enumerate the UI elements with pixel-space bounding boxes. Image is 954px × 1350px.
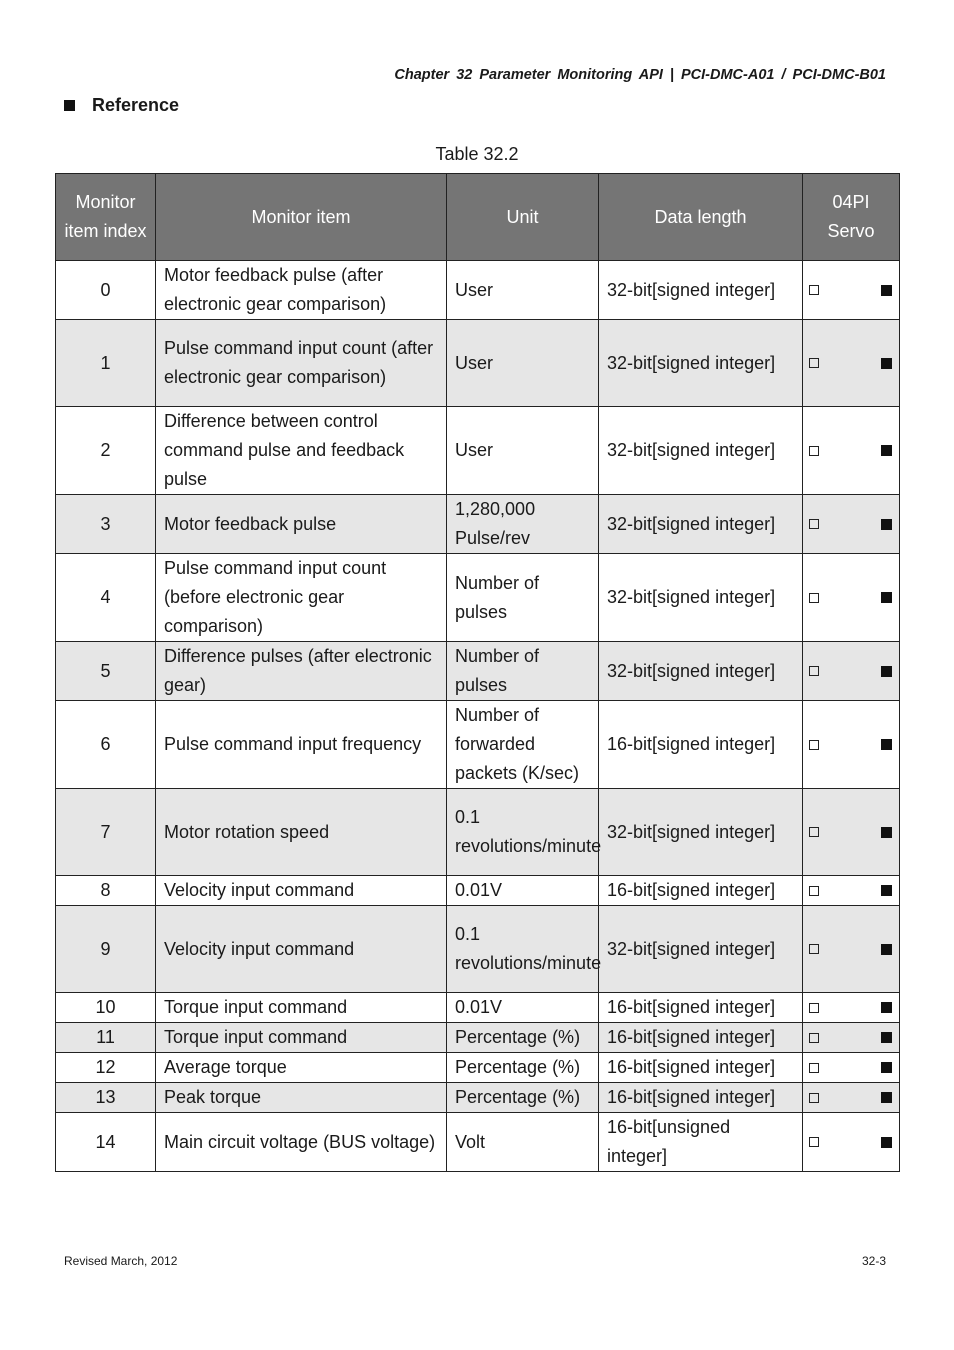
monitor-index-cell: 5 xyxy=(56,642,156,701)
monitor-item-cell: Main circuit voltage (BUS voltage) xyxy=(156,1113,447,1172)
table-row xyxy=(56,1023,900,1053)
table-row xyxy=(56,642,900,701)
table-row xyxy=(56,495,900,554)
empty-checkbox-icon xyxy=(809,827,819,837)
empty-checkbox-icon xyxy=(809,1003,819,1013)
table-row xyxy=(56,1113,900,1172)
monitor-index-cell: 12 xyxy=(56,1053,156,1083)
unit-cell: Percentage (%) xyxy=(447,1023,599,1053)
monitor-item-cell: Peak torque xyxy=(156,1083,447,1113)
unit-cell: 1,280,000 Pulse/rev xyxy=(447,495,599,554)
filled-square-icon xyxy=(881,1062,892,1073)
chapter-header: Chapter 32 Parameter Monitoring API | PCI-DMC-A01 / PCI-DMC-B01 xyxy=(394,67,886,83)
filled-square-icon xyxy=(881,666,892,677)
data-length-cell: 16-bit[signed integer] xyxy=(599,993,803,1023)
monitor-index-cell: 14 xyxy=(56,1113,156,1172)
column-header-length: Data length xyxy=(599,174,803,261)
table-row xyxy=(56,789,900,876)
data-length-cell: 32-bit[signed integer] xyxy=(599,261,803,320)
monitor-item-cell: Difference pulses (after electronic gear) xyxy=(156,642,447,701)
servo-support-cell xyxy=(803,1083,900,1113)
table-row xyxy=(56,701,900,789)
filled-square-icon xyxy=(881,1032,892,1043)
filled-square-icon xyxy=(881,358,892,369)
data-length-cell: 16-bit[signed integer] xyxy=(599,876,803,906)
section-heading xyxy=(64,95,179,116)
servo-support-cell xyxy=(803,1053,900,1083)
column-header-index: Monitor item index xyxy=(56,174,156,261)
monitor-index-cell: 8 xyxy=(56,876,156,906)
table-caption: Table 32.2 xyxy=(435,144,519,164)
table-row xyxy=(56,906,900,993)
table-row xyxy=(56,554,900,642)
servo-support-cell xyxy=(803,789,900,876)
filled-square-icon xyxy=(881,1002,892,1013)
servo-support-cell xyxy=(803,642,900,701)
square-bullet-icon xyxy=(64,100,75,111)
filled-square-icon xyxy=(881,1092,892,1103)
table-row xyxy=(56,993,900,1023)
empty-checkbox-icon xyxy=(809,666,819,676)
servo-support-cell xyxy=(803,407,900,495)
table-row xyxy=(56,1053,900,1083)
data-length-cell: 16-bit[signed integer] xyxy=(599,1023,803,1053)
table-row xyxy=(56,320,900,407)
unit-cell: Percentage (%) xyxy=(447,1083,599,1113)
filled-square-icon xyxy=(881,592,892,603)
data-length-cell: 16-bit[unsigned integer] xyxy=(599,1113,803,1172)
column-header-servo: 04PI Servo xyxy=(803,174,900,261)
monitor-index-cell: 11 xyxy=(56,1023,156,1053)
data-length-cell: 32-bit[signed integer] xyxy=(599,495,803,554)
monitor-item-cell: Pulse command input frequency xyxy=(156,701,447,789)
filled-square-icon xyxy=(881,944,892,955)
data-length-cell: 32-bit[signed integer] xyxy=(599,554,803,642)
table-row xyxy=(56,261,900,320)
servo-support-cell xyxy=(803,993,900,1023)
monitor-item-cell: Torque input command xyxy=(156,993,447,1023)
data-length-cell: 32-bit[signed integer] xyxy=(599,906,803,993)
filled-square-icon xyxy=(881,885,892,896)
empty-checkbox-icon xyxy=(809,285,819,295)
section-title: Reference xyxy=(92,95,180,115)
data-length-cell: 16-bit[signed integer] xyxy=(599,1053,803,1083)
unit-cell: User xyxy=(447,407,599,495)
servo-support-cell xyxy=(803,701,900,789)
column-header-item: Monitor item xyxy=(156,174,447,261)
empty-checkbox-icon xyxy=(809,1063,819,1073)
empty-checkbox-icon xyxy=(809,886,819,896)
monitor-item-cell: Difference between control command pulse and feedback pulse xyxy=(156,407,447,495)
column-header-unit: Unit xyxy=(447,174,599,261)
data-length-cell: 32-bit[signed integer] xyxy=(599,407,803,495)
monitor-index-cell: 1 xyxy=(56,320,156,407)
footer-revised: Revised March, 2012 xyxy=(64,1254,178,1268)
monitor-index-cell: 2 xyxy=(56,407,156,495)
monitor-index-cell: 6 xyxy=(56,701,156,789)
empty-checkbox-icon xyxy=(809,519,819,529)
filled-square-icon xyxy=(881,827,892,838)
unit-cell: 0.01V xyxy=(447,876,599,906)
data-length-cell: 32-bit[signed integer] xyxy=(599,320,803,407)
unit-cell: 0.1 revolutions/minute xyxy=(447,789,599,876)
monitor-item-cell: Average torque xyxy=(156,1053,447,1083)
data-length-cell: 16-bit[signed integer] xyxy=(599,1083,803,1113)
empty-checkbox-icon xyxy=(809,593,819,603)
servo-support-cell xyxy=(803,261,900,320)
monitor-index-cell: 3 xyxy=(56,495,156,554)
monitor-item-cell: Pulse command input count (after electronic gear comparison) xyxy=(156,320,447,407)
unit-cell: 0.01V xyxy=(447,993,599,1023)
monitor-item-cell: Motor feedback pulse (after electronic gear comparison) xyxy=(156,261,447,320)
filled-square-icon xyxy=(881,739,892,750)
unit-cell: Volt xyxy=(447,1113,599,1172)
servo-support-cell xyxy=(803,320,900,407)
monitor-item-cell: Motor rotation speed xyxy=(156,789,447,876)
monitor-item-table xyxy=(55,173,900,1172)
unit-cell: Number of pulses xyxy=(447,642,599,701)
empty-checkbox-icon xyxy=(809,740,819,750)
empty-checkbox-icon xyxy=(809,944,819,954)
monitor-index-cell: 4 xyxy=(56,554,156,642)
monitor-item-cell: Velocity input command xyxy=(156,906,447,993)
unit-cell: Percentage (%) xyxy=(447,1053,599,1083)
servo-support-cell xyxy=(803,876,900,906)
monitor-index-cell: 13 xyxy=(56,1083,156,1113)
servo-support-cell xyxy=(803,495,900,554)
monitor-index-cell: 9 xyxy=(56,906,156,993)
servo-support-cell xyxy=(803,906,900,993)
data-length-cell: 32-bit[signed integer] xyxy=(599,789,803,876)
data-length-cell: 16-bit[signed integer] xyxy=(599,701,803,789)
empty-checkbox-icon xyxy=(809,446,819,456)
monitor-item-cell: Motor feedback pulse xyxy=(156,495,447,554)
filled-square-icon xyxy=(881,1137,892,1148)
unit-cell: Number of forwarded packets (K/sec) xyxy=(447,701,599,789)
filled-square-icon xyxy=(881,445,892,456)
filled-square-icon xyxy=(881,285,892,296)
empty-checkbox-icon xyxy=(809,1137,819,1147)
table-header-row xyxy=(56,174,900,261)
empty-checkbox-icon xyxy=(809,1093,819,1103)
unit-cell: User xyxy=(447,320,599,407)
data-length-cell: 32-bit[signed integer] xyxy=(599,642,803,701)
filled-square-icon xyxy=(881,519,892,530)
monitor-index-cell: 7 xyxy=(56,789,156,876)
monitor-index-cell: 10 xyxy=(56,993,156,1023)
footer-page-number: 32-3 xyxy=(861,1254,886,1268)
servo-support-cell xyxy=(803,554,900,642)
monitor-index-cell: 0 xyxy=(56,261,156,320)
unit-cell: 0.1 revolutions/minute xyxy=(447,906,599,993)
table-row xyxy=(56,1083,900,1113)
servo-support-cell xyxy=(803,1113,900,1172)
empty-checkbox-icon xyxy=(809,358,819,368)
monitor-item-cell: Torque input command xyxy=(156,1023,447,1053)
servo-support-cell xyxy=(803,1023,900,1053)
table-row xyxy=(56,876,900,906)
unit-cell: User xyxy=(447,261,599,320)
empty-checkbox-icon xyxy=(809,1033,819,1043)
monitor-item-cell: Velocity input command xyxy=(156,876,447,906)
unit-cell: Number of pulses xyxy=(447,554,599,642)
table-row xyxy=(56,407,900,495)
monitor-item-cell: Pulse command input count (before electronic gear comparison) xyxy=(156,554,447,642)
